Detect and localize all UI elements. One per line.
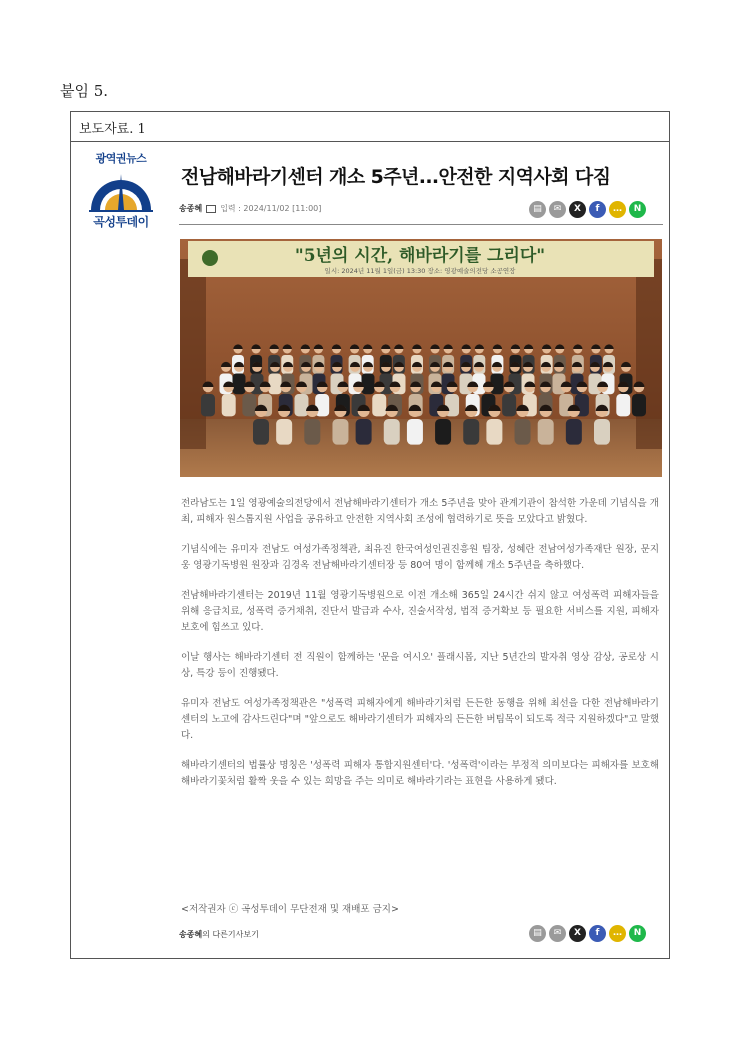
more-author-name: 송종혜 [179,930,203,939]
crowd-person-body [594,419,610,445]
more-link-suffix: 의 다른기사보기 [202,930,259,939]
naver-icon[interactable]: N [629,925,646,942]
email-icon[interactable]: ✉ [549,925,566,942]
crowd-person-body [538,419,554,445]
author-more-articles-link[interactable] [179,929,259,940]
facebook-icon[interactable]: f [589,201,606,218]
print-icon[interactable]: ▤ [529,925,546,942]
news-logo[interactable] [81,150,161,234]
crowd-person-body [384,419,400,445]
kakao-icon[interactable]: … [609,201,626,218]
article-paragraph: 유미자 전남도 여성가족정책관은 "성폭력 피해자에게 해바라기처럼 든든한 동행을 위해 최선을 다한 전남해바라기센터의 노고에 감사드린다"며 "앞으로도 해바라기센터가 피해자의 든든한 버팀목이 되도록 적극 지원하겠다"고 말했다. [181,698,659,741]
meta-divider [179,224,663,225]
naver-icon[interactable]: N [629,201,646,218]
crowd-person-body [294,394,308,416]
article-photo [180,239,662,477]
crowd-person-body [242,394,256,416]
article-paragraph: 이날 행사는 해바라기센터 전 직원이 함께하는 '문을 여시오' 플래시몹, 지난 5년간의 발자취 영상 감상, 공로상 시상, 특강 등이 진행됐다. [181,652,659,679]
photo-banner-title: "5년의 시간, 해바라기를 그리다" [294,246,546,266]
author-name[interactable]: 송종혜 [179,204,203,213]
logo-emblem-icon [86,168,156,212]
photo-banner-subtitle: 일시: 2024년 11월 1일(금) 13:30 장소: 영광예술의전당 소공연장 [324,267,516,275]
logo-bottom-text: 곡성투데이 [93,215,149,229]
article-body [181,496,659,804]
crowd-person-body [632,394,646,416]
crowd-person-body [269,374,282,395]
x-share-icon[interactable]: X [569,201,586,218]
article-headline[interactable]: 전남해바라기센터 개소 5주년...안전한 지역사회 다짐 [181,166,611,188]
crowd-person-body [515,419,531,445]
print-icon[interactable]: ▤ [529,201,546,218]
crowd-person-body [332,419,348,445]
crowd-person-body [222,394,236,416]
crowd-person-body [463,419,479,445]
copyright-notice: <저작권자 ⓒ 곡성투데이 무단전재 및 재배포 금지> [181,904,399,915]
article-paragraph: 전라남도는 1일 영광예술의전당에서 전남해바라기센터가 개소 5주년을 맞아 관계기관이 참석한 가운데 기념식을 개최, 피해자 원스톱지원 사업을 공유하고 안전한 지역사회 조성에 협력하기로 뜻을 모았다고 밝혔다. [181,498,659,525]
kakao-icon[interactable]: … [609,925,626,942]
article-paragraph: 전남해바라기센터는 2019년 11월 영광기독병원으로 이전 개소해 365일 24시간 쉬지 않고 여성폭력 피해자들을 위해 응급치료, 성폭력 증거채취, 진단서 발급과 수사, 진술서작성, 법적 증거확보 등 필요한 서비스를 지원, 피해자 보호에 힘쓰고 있다. [181,590,659,633]
facebook-icon[interactable]: f [589,925,606,942]
crowd-person-body [276,419,292,445]
crowd-person-body [566,419,582,445]
publish-date: 입력 : 2024/11/02 [11:00] [220,204,322,213]
attachment-label: 붙임 5. [60,82,109,100]
crowd-person-body [362,374,375,395]
crowd-person-body [435,419,451,445]
article-paragraph: 기념식에는 유미자 전남도 여성가족정책관, 최유진 한국여성인권진흥원 팀장, 성혜란 전남여성가족재단 원장, 문지웅 영광기독병원 원장과 김경옥 전남해바라기센터장 등 80여 명이 함께해 개소 5주년을 축하했다. [181,544,659,571]
crowd-person-body [201,394,215,416]
mail-icon[interactable] [206,205,216,213]
frame-title: 보도자료. 1 [71,112,669,142]
crowd-person-body [356,419,372,445]
x-share-icon[interactable]: X [569,925,586,942]
article-paragraph: 해바라기센터의 법률상 명칭은 '성폭력 피해자 통합지원센터'다. '성폭력'이라는 부정적 의미보다는 피해자를 보호해 해바라기꽃처럼 활짝 웃을 수 있는 희망을 주는 의미로 해바라기라는 표현을 사용하게 됐다. [181,760,659,787]
share-buttons-bottom [529,925,646,942]
share-buttons-top [529,201,646,218]
crowd-person-body [253,419,269,445]
email-icon[interactable]: ✉ [549,201,566,218]
crowd-person-body [233,374,246,395]
crowd-person-body [502,394,516,416]
logo-top-text: 광역권뉴스 [95,152,147,165]
article-meta [179,203,321,214]
group-photo-image [180,239,662,477]
crowd-person-body [486,419,502,445]
crowd-person-body [407,419,423,445]
crowd-person-body [304,419,320,445]
press-release-frame [70,111,670,959]
crowd-person-body [372,394,386,416]
crowd-person-body [616,394,630,416]
